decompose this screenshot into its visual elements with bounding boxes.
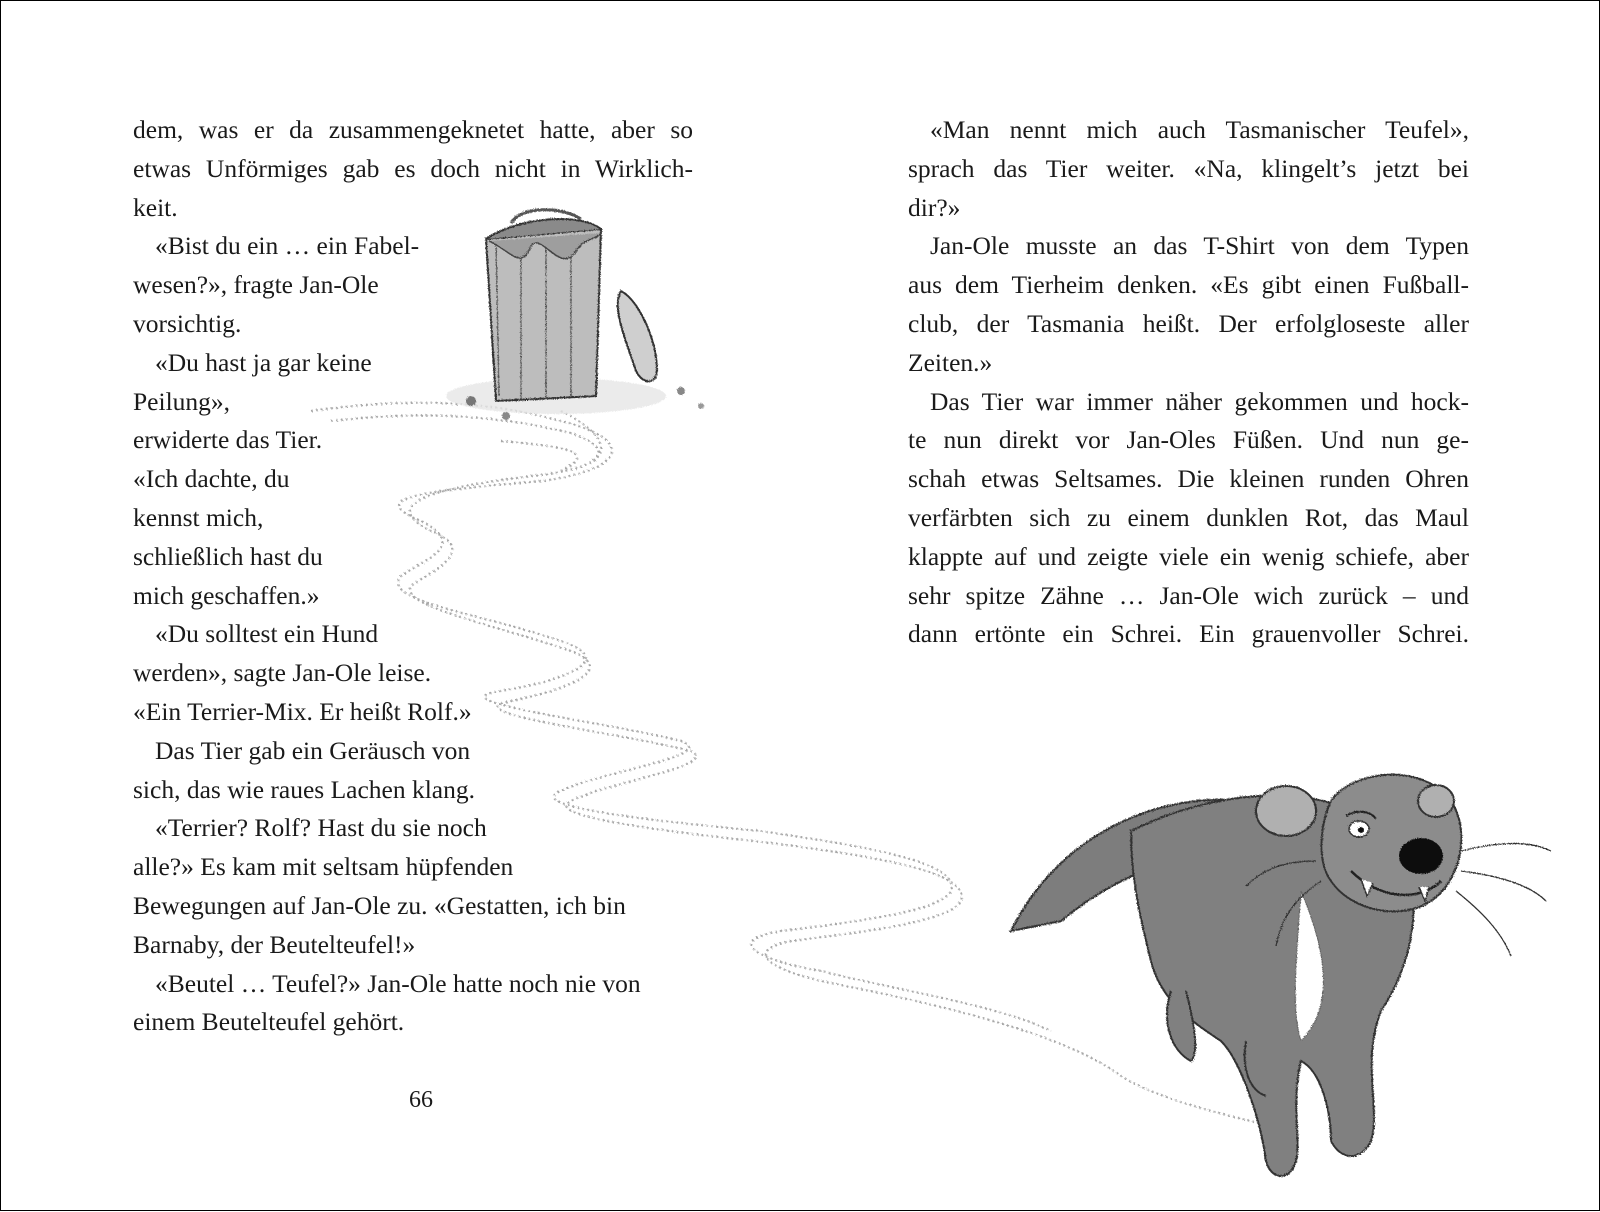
page-number: 66 bbox=[409, 1087, 433, 1113]
text-line: Das Tier war immer näher gekommen und hock- bbox=[930, 386, 1469, 416]
text-line: aus dem Tierheim denken. «Es gibt einen Fußball- bbox=[908, 270, 1469, 300]
left-page-text bbox=[133, 111, 693, 1042]
text-line: «Du solltest ein Hund bbox=[155, 619, 379, 649]
text-line: dann ertönte ein Schrei. Ein grauenvoller Schrei. bbox=[908, 619, 1469, 649]
text-line: «Du hast ja gar keine bbox=[155, 347, 372, 377]
text-line: dir?» bbox=[908, 192, 961, 222]
text-line: sich, das wie raues Lachen klang. bbox=[133, 774, 475, 804]
right-page-text bbox=[908, 111, 1469, 654]
text-line: Zeiten.» bbox=[908, 347, 993, 377]
text-line: Jan-Ole musste an das T-Shirt von dem Typen bbox=[930, 231, 1469, 261]
text-line: «Terrier? Rolf? Hast du sie noch bbox=[155, 813, 487, 843]
text-line: sehr spitze Zähne … Jan-Ole wich zurück – und bbox=[908, 580, 1469, 610]
tasmanian-devil-illustration bbox=[1011, 775, 1551, 1176]
text-line: erwiderte das Tier. bbox=[133, 425, 323, 455]
text-line: «Bist du ein … ein Fabel- bbox=[155, 231, 420, 261]
text-line: kennst mich, bbox=[133, 502, 264, 532]
text-line: Bewegungen auf Jan-Ole zu. «Gestatten, ich bin bbox=[133, 890, 626, 920]
text-line: club, der Tasmania heißt. Der erfolgloseste aller bbox=[908, 308, 1469, 338]
text-line: te nun direkt vor Jan-Oles Füßen. Und nun ge- bbox=[908, 425, 1469, 455]
text-line: «Man nennt mich auch Tasmanischer Teufel», bbox=[930, 115, 1469, 144]
text-line: Das Tier gab ein Geräusch von bbox=[155, 735, 471, 765]
text-line: schließlich hast du bbox=[133, 541, 323, 571]
text-line: schah etwas Seltsames. Die kleinen runden Ohren bbox=[908, 464, 1469, 494]
text-line: verfärbten sich zu einem dunklen Rot, das Maul bbox=[908, 502, 1469, 532]
text-line: alle?» Es kam mit seltsam hüpfenden bbox=[133, 852, 514, 882]
text-line: «Ich dachte, du bbox=[133, 464, 290, 494]
text-line: Barnaby, der Beutelteufel!» bbox=[133, 929, 416, 959]
text-line: einem Beutelteufel gehört. bbox=[133, 1007, 405, 1037]
text-line: dem, was er da zusammengeknetet hatte, aber so bbox=[133, 115, 693, 144]
text-line: keit. bbox=[133, 192, 178, 222]
text-line: klappte auf und zeigte viele ein wenig schiefe, aber bbox=[908, 541, 1469, 571]
text-line: wesen?», fragte Jan-Ole bbox=[133, 270, 379, 300]
text-line: «Beutel … Teufel?» Jan-Ole hatte noch nie von bbox=[155, 968, 641, 998]
text-line: Peilung», bbox=[133, 386, 231, 416]
text-line: sprach das Tier weiter. «Na, klingelt’s jetzt bei bbox=[908, 153, 1469, 183]
text-line: vorsichtig. bbox=[133, 308, 242, 338]
text-line: mich geschaffen.» bbox=[133, 580, 320, 610]
text-line: etwas Unförmiges gab es doch nicht in Wirklich- bbox=[133, 153, 693, 183]
text-line: «Ein Terrier-Mix. Er heißt Rolf.» bbox=[133, 696, 472, 726]
text-line: werden», sagte Jan-Ole leise. bbox=[133, 658, 432, 688]
